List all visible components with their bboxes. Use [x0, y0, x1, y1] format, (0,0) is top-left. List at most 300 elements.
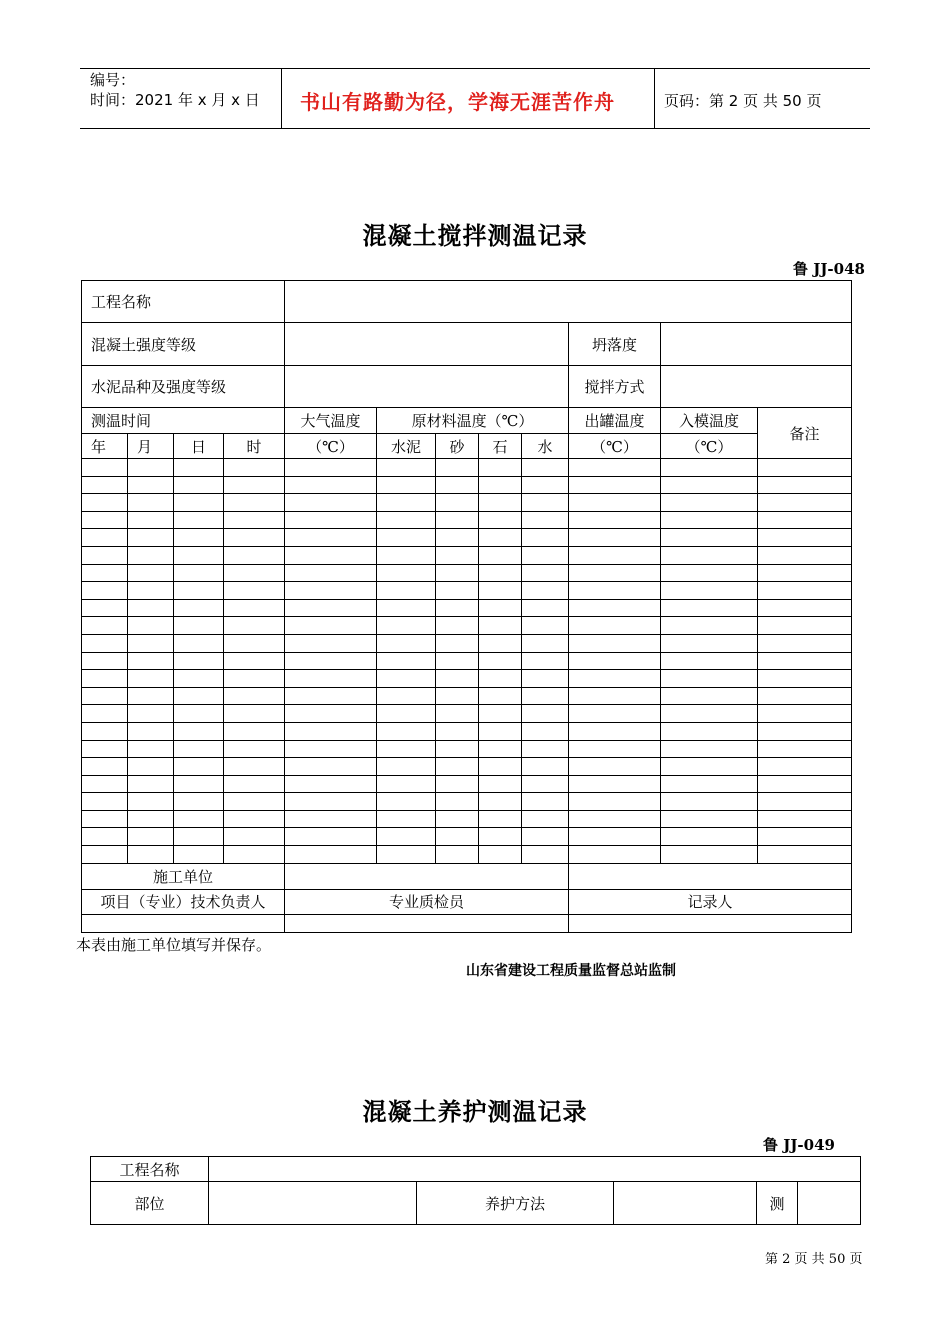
data-cell[interactable] [174, 793, 224, 811]
data-cell[interactable] [128, 652, 174, 670]
data-cell[interactable] [758, 846, 852, 864]
data-cell[interactable] [174, 722, 224, 740]
data-cell[interactable] [758, 687, 852, 705]
data-cell[interactable] [758, 810, 852, 828]
data-cell[interactable] [377, 722, 436, 740]
data-cell[interactable] [377, 599, 436, 617]
data-cell[interactable] [377, 546, 436, 564]
data-cell[interactable] [285, 459, 377, 477]
data-cell[interactable] [285, 705, 377, 723]
data-cell[interactable] [661, 511, 758, 529]
concrete-grade-cell[interactable] [285, 323, 569, 366]
data-cell[interactable] [224, 546, 285, 564]
data-cell[interactable] [661, 758, 758, 776]
data-cell[interactable] [285, 529, 377, 547]
data-cell[interactable] [479, 546, 522, 564]
data-cell[interactable] [224, 775, 285, 793]
data-cell[interactable] [522, 634, 569, 652]
data-cell[interactable] [569, 793, 661, 811]
data-cell[interactable] [174, 529, 224, 547]
data-cell[interactable] [82, 652, 128, 670]
data-cell[interactable] [758, 511, 852, 529]
construction-unit-extra[interactable] [569, 863, 852, 889]
data-cell[interactable] [522, 670, 569, 688]
data-cell[interactable] [128, 722, 174, 740]
data-cell[interactable] [82, 459, 128, 477]
data-cell[interactable] [285, 846, 377, 864]
data-cell[interactable] [224, 705, 285, 723]
data-cell[interactable] [174, 599, 224, 617]
data-cell[interactable] [128, 846, 174, 864]
data-cell[interactable] [128, 775, 174, 793]
data-cell[interactable] [224, 722, 285, 740]
data-cell[interactable] [128, 564, 174, 582]
data-cell[interactable] [479, 758, 522, 776]
data-cell[interactable] [569, 546, 661, 564]
mix-method-cell[interactable] [661, 366, 852, 408]
data-cell[interactable] [436, 828, 479, 846]
data-cell[interactable] [377, 705, 436, 723]
data-cell[interactable] [661, 546, 758, 564]
part-cell[interactable] [209, 1182, 417, 1225]
data-cell[interactable] [82, 564, 128, 582]
data-cell[interactable] [436, 511, 479, 529]
data-cell[interactable] [661, 634, 758, 652]
data-cell[interactable] [479, 705, 522, 723]
data-cell[interactable] [569, 564, 661, 582]
data-cell[interactable] [82, 687, 128, 705]
data-cell[interactable] [479, 722, 522, 740]
data-cell[interactable] [479, 529, 522, 547]
slump-cell[interactable] [661, 323, 852, 366]
data-cell[interactable] [174, 740, 224, 758]
data-cell[interactable] [522, 511, 569, 529]
data-cell[interactable] [479, 846, 522, 864]
data-cell[interactable] [174, 494, 224, 512]
data-cell[interactable] [661, 494, 758, 512]
data-cell[interactable] [661, 564, 758, 582]
data-cell[interactable] [285, 810, 377, 828]
data-cell[interactable] [522, 564, 569, 582]
data-cell[interactable] [377, 740, 436, 758]
data-cell[interactable] [82, 705, 128, 723]
data-cell[interactable] [377, 810, 436, 828]
data-cell[interactable] [128, 758, 174, 776]
data-cell[interactable] [522, 846, 569, 864]
data-cell[interactable] [82, 670, 128, 688]
data-cell[interactable] [82, 476, 128, 494]
construction-unit-cell[interactable] [285, 863, 569, 889]
data-cell[interactable] [82, 793, 128, 811]
data-cell[interactable] [82, 810, 128, 828]
data-cell[interactable] [661, 599, 758, 617]
data-cell[interactable] [569, 634, 661, 652]
data-cell[interactable] [174, 828, 224, 846]
data-cell[interactable] [436, 740, 479, 758]
data-cell[interactable] [522, 810, 569, 828]
data-cell[interactable] [224, 494, 285, 512]
data-cell[interactable] [661, 459, 758, 477]
data-cell[interactable] [436, 705, 479, 723]
data-cell[interactable] [758, 740, 852, 758]
data-cell[interactable] [569, 670, 661, 688]
data-cell[interactable] [174, 705, 224, 723]
data-cell[interactable] [82, 546, 128, 564]
data-cell[interactable] [436, 793, 479, 811]
data-cell[interactable] [479, 476, 522, 494]
data-cell[interactable] [436, 546, 479, 564]
data-cell[interactable] [377, 652, 436, 670]
data-cell[interactable] [82, 758, 128, 776]
data-cell[interactable] [174, 546, 224, 564]
cement-type-cell[interactable] [285, 366, 569, 408]
data-cell[interactable] [377, 775, 436, 793]
data-cell[interactable] [174, 687, 224, 705]
data-cell[interactable] [758, 529, 852, 547]
data-cell[interactable] [128, 810, 174, 828]
data-cell[interactable] [377, 511, 436, 529]
data-cell[interactable] [661, 705, 758, 723]
data-cell[interactable] [285, 494, 377, 512]
data-cell[interactable] [377, 634, 436, 652]
data-cell[interactable] [479, 511, 522, 529]
data-cell[interactable] [479, 687, 522, 705]
data-cell[interactable] [522, 546, 569, 564]
data-cell[interactable] [174, 459, 224, 477]
data-cell[interactable] [285, 546, 377, 564]
data-cell[interactable] [377, 476, 436, 494]
data-cell[interactable] [285, 775, 377, 793]
data-cell[interactable] [569, 775, 661, 793]
data-cell[interactable] [479, 828, 522, 846]
data-cell[interactable] [758, 652, 852, 670]
data-cell[interactable] [285, 758, 377, 776]
data-cell[interactable] [128, 599, 174, 617]
project-name-cell[interactable] [285, 281, 852, 323]
data-cell[interactable] [436, 846, 479, 864]
data-cell[interactable] [661, 582, 758, 600]
data-cell[interactable] [377, 828, 436, 846]
data-cell[interactable] [82, 529, 128, 547]
data-cell[interactable] [82, 828, 128, 846]
data-cell[interactable] [128, 687, 174, 705]
data-cell[interactable] [224, 740, 285, 758]
data-cell[interactable] [436, 459, 479, 477]
data-cell[interactable] [128, 670, 174, 688]
data-cell[interactable] [479, 670, 522, 688]
qc-inspector-signature[interactable] [285, 914, 569, 932]
data-cell[interactable] [128, 511, 174, 529]
data-cell[interactable] [522, 775, 569, 793]
data-cell[interactable] [285, 564, 377, 582]
data-cell[interactable] [661, 846, 758, 864]
measure-cell[interactable] [798, 1182, 861, 1225]
data-cell[interactable] [522, 740, 569, 758]
data-cell[interactable] [436, 775, 479, 793]
data-cell[interactable] [758, 705, 852, 723]
data-cell[interactable] [522, 705, 569, 723]
data-cell[interactable] [661, 828, 758, 846]
data-cell[interactable] [479, 564, 522, 582]
recorder-signature[interactable] [569, 914, 852, 932]
data-cell[interactable] [661, 810, 758, 828]
data-cell[interactable] [224, 476, 285, 494]
data-cell[interactable] [569, 529, 661, 547]
data-cell[interactable] [479, 652, 522, 670]
data-cell[interactable] [436, 652, 479, 670]
data-cell[interactable] [661, 617, 758, 635]
data-cell[interactable] [569, 722, 661, 740]
data-cell[interactable] [377, 564, 436, 582]
data-cell[interactable] [569, 828, 661, 846]
data-cell[interactable] [224, 599, 285, 617]
data-cell[interactable] [522, 476, 569, 494]
data-cell[interactable] [377, 793, 436, 811]
data-cell[interactable] [82, 775, 128, 793]
water-label: 水 [522, 434, 569, 459]
data-cell[interactable] [128, 705, 174, 723]
data-cell[interactable] [479, 793, 522, 811]
data-cell[interactable] [758, 775, 852, 793]
data-cell[interactable] [174, 511, 224, 529]
data-cell[interactable] [174, 476, 224, 494]
data-cell[interactable] [758, 582, 852, 600]
data-cell[interactable] [758, 546, 852, 564]
data-cell[interactable] [224, 758, 285, 776]
data-cell[interactable] [569, 582, 661, 600]
data-cell[interactable] [661, 775, 758, 793]
data-cell[interactable] [569, 810, 661, 828]
data-cell[interactable] [522, 793, 569, 811]
data-cell[interactable] [285, 582, 377, 600]
data-cell[interactable] [377, 670, 436, 688]
data-cell[interactable] [758, 793, 852, 811]
data-cell[interactable] [758, 476, 852, 494]
data-cell[interactable] [174, 634, 224, 652]
data-cell[interactable] [436, 476, 479, 494]
data-cell[interactable] [758, 758, 852, 776]
data-cell[interactable] [128, 634, 174, 652]
data-cell[interactable] [128, 546, 174, 564]
data-cell[interactable] [224, 687, 285, 705]
data-cell[interactable] [522, 652, 569, 670]
data-cell[interactable] [479, 494, 522, 512]
data-cell[interactable] [522, 758, 569, 776]
data-cell[interactable] [436, 634, 479, 652]
data-cell[interactable] [82, 740, 128, 758]
header-meta [90, 70, 260, 110]
data-cell[interactable] [522, 617, 569, 635]
data-cell[interactable] [377, 494, 436, 512]
data-cell[interactable] [522, 722, 569, 740]
data-cell[interactable] [82, 722, 128, 740]
data-cell[interactable] [224, 793, 285, 811]
data-cell[interactable] [285, 511, 377, 529]
data-cell[interactable] [522, 582, 569, 600]
data-cell[interactable] [522, 828, 569, 846]
data-cell[interactable] [285, 740, 377, 758]
data-cell[interactable] [285, 634, 377, 652]
data-cell[interactable] [569, 687, 661, 705]
data-cell[interactable] [224, 846, 285, 864]
data-cell[interactable] [436, 617, 479, 635]
data-cell[interactable] [758, 617, 852, 635]
data-cell[interactable] [174, 617, 224, 635]
data-cell[interactable] [174, 564, 224, 582]
data-cell[interactable] [436, 687, 479, 705]
data-cell[interactable] [224, 529, 285, 547]
data-cell[interactable] [377, 529, 436, 547]
data-cell[interactable] [224, 617, 285, 635]
data-cell[interactable] [128, 459, 174, 477]
data-cell[interactable] [569, 599, 661, 617]
data-cell[interactable] [174, 758, 224, 776]
data-cell[interactable] [758, 634, 852, 652]
data-cell[interactable] [224, 511, 285, 529]
data-cell[interactable] [224, 459, 285, 477]
data-cell[interactable] [82, 599, 128, 617]
data-cell[interactable] [128, 617, 174, 635]
data-cell[interactable] [377, 617, 436, 635]
data-cell[interactable] [128, 828, 174, 846]
curing-method-cell[interactable] [614, 1182, 757, 1225]
data-cell[interactable] [285, 793, 377, 811]
data-cell[interactable] [569, 511, 661, 529]
data-cell[interactable] [479, 599, 522, 617]
data-cell[interactable] [174, 670, 224, 688]
data-cell[interactable] [436, 599, 479, 617]
data-cell[interactable] [128, 740, 174, 758]
data-cell[interactable] [174, 775, 224, 793]
data-cell[interactable] [758, 722, 852, 740]
form2-table [90, 1156, 861, 1225]
data-cell[interactable] [224, 670, 285, 688]
data-cell[interactable] [661, 529, 758, 547]
project-name-cell[interactable] [209, 1157, 861, 1182]
data-cell[interactable] [661, 722, 758, 740]
data-cell[interactable] [661, 687, 758, 705]
data-cell[interactable] [436, 758, 479, 776]
row-grade [82, 323, 852, 366]
data-row [82, 599, 852, 617]
data-cell[interactable] [224, 582, 285, 600]
data-cell[interactable] [569, 758, 661, 776]
data-cell[interactable] [479, 459, 522, 477]
data-cell[interactable] [377, 846, 436, 864]
data-cell[interactable] [569, 494, 661, 512]
header-page-info: 页码：第 2 页 共 50 页 [664, 92, 822, 110]
data-cell[interactable] [758, 494, 852, 512]
data-cell[interactable] [82, 846, 128, 864]
data-cell[interactable] [522, 687, 569, 705]
data-cell[interactable] [661, 670, 758, 688]
data-cell[interactable] [224, 634, 285, 652]
data-cell[interactable] [82, 494, 128, 512]
data-cell[interactable] [479, 634, 522, 652]
data-cell[interactable] [479, 617, 522, 635]
data-cell[interactable] [479, 810, 522, 828]
data-cell[interactable] [758, 828, 852, 846]
data-row [82, 529, 852, 547]
data-cell[interactable] [174, 652, 224, 670]
data-cell[interactable] [479, 775, 522, 793]
data-cell[interactable] [285, 617, 377, 635]
data-cell[interactable] [224, 828, 285, 846]
data-cell[interactable] [285, 687, 377, 705]
data-cell[interactable] [522, 494, 569, 512]
data-cell[interactable] [522, 599, 569, 617]
data-cell[interactable] [128, 494, 174, 512]
data-cell[interactable] [377, 459, 436, 477]
data-cell[interactable] [82, 582, 128, 600]
data-cell[interactable] [479, 582, 522, 600]
data-cell[interactable] [661, 740, 758, 758]
data-cell[interactable] [377, 687, 436, 705]
data-cell[interactable] [479, 740, 522, 758]
form1-code: 鲁 JJ-048 [793, 260, 865, 278]
data-cell[interactable] [436, 529, 479, 547]
data-cell[interactable] [758, 459, 852, 477]
data-cell[interactable] [758, 599, 852, 617]
data-cell[interactable] [436, 810, 479, 828]
data-cell[interactable] [569, 740, 661, 758]
data-cell[interactable] [128, 476, 174, 494]
data-cell[interactable] [377, 582, 436, 600]
data-cell[interactable] [285, 670, 377, 688]
data-cell[interactable] [569, 846, 661, 864]
data-cell[interactable] [569, 617, 661, 635]
data-cell[interactable] [128, 529, 174, 547]
data-cell[interactable] [224, 564, 285, 582]
data-cell[interactable] [174, 582, 224, 600]
data-cell[interactable] [128, 793, 174, 811]
data-cell[interactable] [285, 476, 377, 494]
data-cell[interactable] [82, 617, 128, 635]
data-cell[interactable] [661, 793, 758, 811]
data-cell[interactable] [128, 582, 174, 600]
data-cell[interactable] [224, 810, 285, 828]
data-cell[interactable] [522, 459, 569, 477]
data-cell[interactable] [569, 705, 661, 723]
data-row [82, 546, 852, 564]
data-cell[interactable] [661, 476, 758, 494]
data-cell[interactable] [569, 459, 661, 477]
data-cell[interactable] [285, 599, 377, 617]
data-cell[interactable] [82, 511, 128, 529]
data-cell[interactable] [82, 634, 128, 652]
data-cell[interactable] [174, 846, 224, 864]
data-cell[interactable] [758, 564, 852, 582]
data-cell[interactable] [436, 670, 479, 688]
data-cell[interactable] [377, 758, 436, 776]
data-cell[interactable] [758, 670, 852, 688]
data-cell[interactable] [436, 722, 479, 740]
data-cell[interactable] [285, 722, 377, 740]
data-cell[interactable] [285, 652, 377, 670]
data-cell[interactable] [174, 810, 224, 828]
data-cell[interactable] [436, 494, 479, 512]
data-cell[interactable] [436, 582, 479, 600]
data-cell[interactable] [661, 652, 758, 670]
data-cell[interactable] [224, 652, 285, 670]
data-cell[interactable] [285, 828, 377, 846]
data-cell[interactable] [522, 529, 569, 547]
data-cell[interactable] [569, 476, 661, 494]
data-cell[interactable] [569, 652, 661, 670]
project-name-label: 工程名称 [91, 1157, 209, 1182]
tech-lead-signature[interactable] [82, 914, 285, 932]
data-cell[interactable] [436, 564, 479, 582]
